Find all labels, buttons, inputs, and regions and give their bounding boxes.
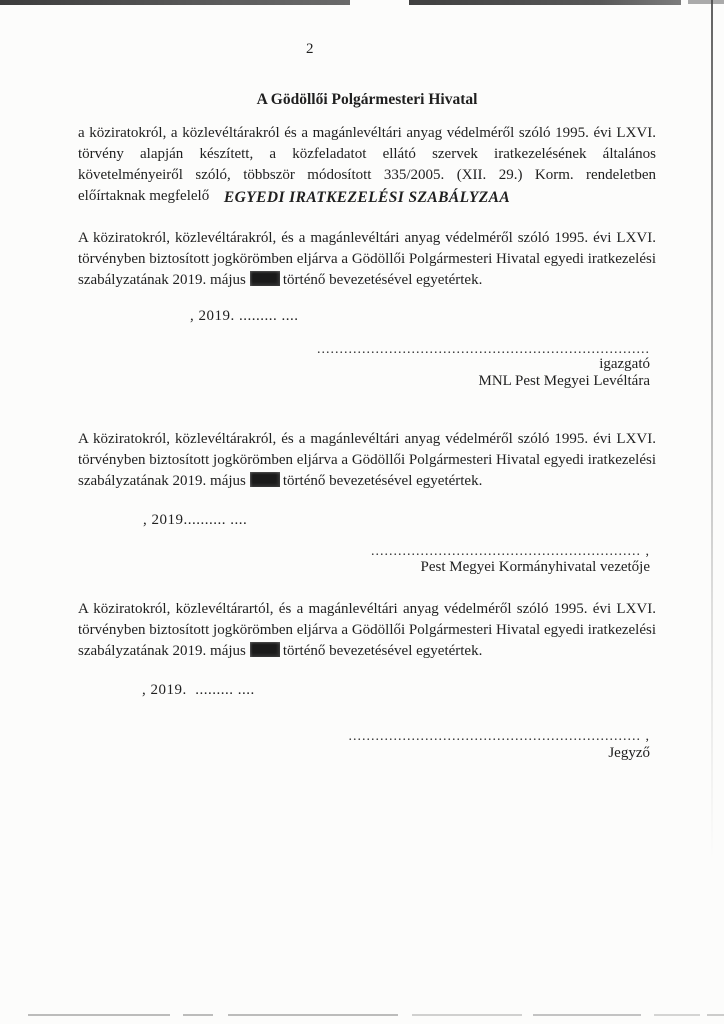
consent-paragraph [78,228,656,291]
intro-paragraph: a köziratokról, a közlevéltárakról és a magánlevéltári anyag védelméről szóló 1995. évi LXVI. törvény alapján készített, a közfeladatot ellátó szervek iratkezelésének általános követelményeiről szóló, többször módosított 335/2005. (XII. 29.) Korm. rendeletben előírtaknak megfelelő [78,125,656,204]
signature-block [316,344,650,390]
signature-block [352,546,650,576]
scan-line-segment [0,0,350,5]
consent-text-after: történő bevezetésével egyetértek. [282,272,483,288]
date-line: , 2019. ......... .... [142,682,255,698]
signature-dotted-line: .......................................................................... [317,344,650,356]
consent-text-after: történő bevezetésével egyetértek. [282,643,483,659]
redaction-box [250,642,280,657]
signature-block [330,731,650,762]
consent-text-after: történő bevezetésével egyetértek. [282,473,483,489]
signature-role: Pest Megyei Kormányhivatal vezetője [420,559,650,575]
scan-line-segment [654,1014,700,1016]
consent-text-before: A köziratokról, közlevéltárartól, és a magánlevéltári anyag védelméről szóló 1995. évi LXVI. törvényben biztosított jogkörömben eljárva a Gödöllői Polgármesteri Hivatal egyedi iratkezelési szabályzatának 2019. május [78,601,656,659]
signature-dotted-line: ............................................................ , [371,546,650,558]
consent-text-before: A köziratokról, közlevéltárakról, és a magánlevéltári anyag védelméről szóló 1995. évi LXVI. törvényben biztosított jogkörömben eljárva a Gödöllői Polgármesteri Hivatal egyedi iratkezelési szabályzatának 2019. május [78,230,656,288]
scan-line-segment [533,1014,641,1016]
redaction-box [250,271,280,286]
consent-paragraph [78,599,656,662]
scan-line-segment [409,0,681,5]
page-number: 2 [306,41,314,57]
scan-line-segment [412,1014,522,1016]
scan-line-segment [28,1014,170,1016]
doc-title: EGYEDI IRATKEZELÉSI SZABÁLYZAA [223,189,511,206]
redaction-box [250,472,280,487]
org-title: A Gödöllői Polgármesteri Hivatal [256,91,478,108]
signature-role: igazgató [599,356,650,372]
consent-text-before: A köziratokról, közlevéltárakról, és a magánlevéltári anyag védelméről szóló 1995. évi LXVI. törvényben biztosított jogkörömben eljárva a Gödöllői Polgármesteri Hivatal egyedi iratkezelési szabályzatának 2019. május [78,431,656,489]
consent-paragraph [78,429,656,492]
signature-role: Jegyző [608,745,650,761]
scan-line-segment [228,1014,398,1016]
date-line: , 2019. ......... .... [190,308,299,324]
scan-line-segment [688,0,724,4]
scan-line-segment [183,1014,213,1016]
signature-org: MNL Pest Megyei Levéltára [478,373,650,389]
date-line: , 2019.......... .... [143,512,248,528]
signature-dotted-line: ................................................................. , [348,731,650,743]
scan-line-segment [707,1014,724,1016]
scan-right-edge-line [711,0,713,860]
